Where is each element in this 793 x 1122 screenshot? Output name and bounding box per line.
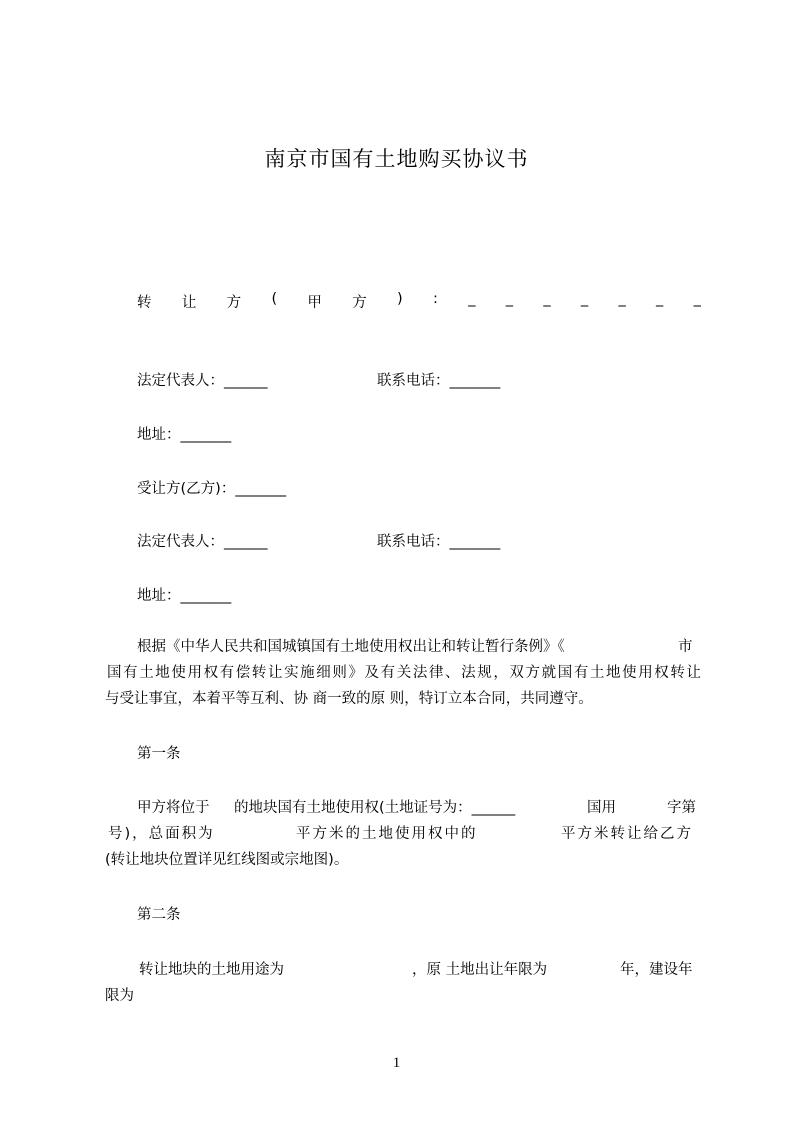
transferor-char: _ xyxy=(505,291,514,307)
article-1-text-e: 号)，总面积为 xyxy=(108,826,215,842)
article-2-text-d: 限为 xyxy=(105,988,134,1004)
contact-phone-2: 联系电话：_______ xyxy=(377,534,501,550)
transferee-line: 受让方(乙方)：_______ xyxy=(137,481,287,497)
article-1-text-f: 平方米的土地使用权中的 xyxy=(296,826,478,842)
legal-representative-1: 法定代表人：______ xyxy=(137,373,268,389)
address-1: 地址：_______ xyxy=(137,427,232,443)
transferor-char: _ xyxy=(618,291,626,307)
transferor-char: : xyxy=(433,291,438,307)
article-2-text-b: ，原 土地出让年限为 xyxy=(412,962,548,978)
transferor-char: _ xyxy=(656,291,664,307)
transferor-line xyxy=(137,291,701,313)
contact-phone-1: 联系电话：_______ xyxy=(377,373,501,389)
document-title: 南京市国有土地购买协议书 xyxy=(264,147,529,171)
intro-line-1: 根据《中华人民共和国城镇国有土地使用权出让和转让暂行条例》《 xyxy=(137,639,565,655)
legal-representative-2: 法定代表人：______ xyxy=(137,534,268,550)
intro-line-1-city: 市 xyxy=(678,639,693,655)
transferor-char: 甲 xyxy=(307,295,322,311)
intro-line-3: 与受让事宜，本着平等互利、协 商一致的原 则，特订立本合同，共同遵守。 xyxy=(105,691,593,707)
article-2-text-c: 年，建设年 xyxy=(620,962,693,978)
transferor-char: 让 xyxy=(181,295,197,311)
address-2: 地址：_______ xyxy=(137,588,232,604)
article-1-text-b: 的地块国有土地使用权(土地证号为：______ xyxy=(234,800,516,816)
transferor-char: 方 xyxy=(352,295,367,311)
article-1-text-a: 甲方将位于 xyxy=(137,800,210,816)
transferor-char: 方 xyxy=(226,295,242,311)
transferor-char: _ xyxy=(468,291,476,307)
transferor-char: ( xyxy=(271,291,278,307)
article-1-text-d: 字第 xyxy=(667,800,696,816)
article-1-text-c: 国用 xyxy=(587,800,616,816)
page-number: 1 xyxy=(392,1055,401,1071)
transferor-char: _ xyxy=(543,291,551,307)
transferor-char: _ xyxy=(580,291,589,307)
transferor-char: 转 xyxy=(137,295,152,311)
intro-line-2: 国有土地使用权有偿转让实施细则》及有关法律、法规，双方就国有土地使用权转让 xyxy=(107,665,701,681)
article-2-heading: 第二条 xyxy=(137,907,181,923)
transferor-char: _ xyxy=(693,291,701,307)
article-1-text-h: (转让地块位置详见红线图或宗地图)。 xyxy=(105,852,349,868)
article-1-heading: 第一条 xyxy=(137,746,181,762)
transferor-char: ) xyxy=(397,291,403,307)
article-2-text-a: 转让地块的土地用途为 xyxy=(139,962,284,978)
article-1-text-g: 平方米转让给乙方 xyxy=(561,826,693,842)
